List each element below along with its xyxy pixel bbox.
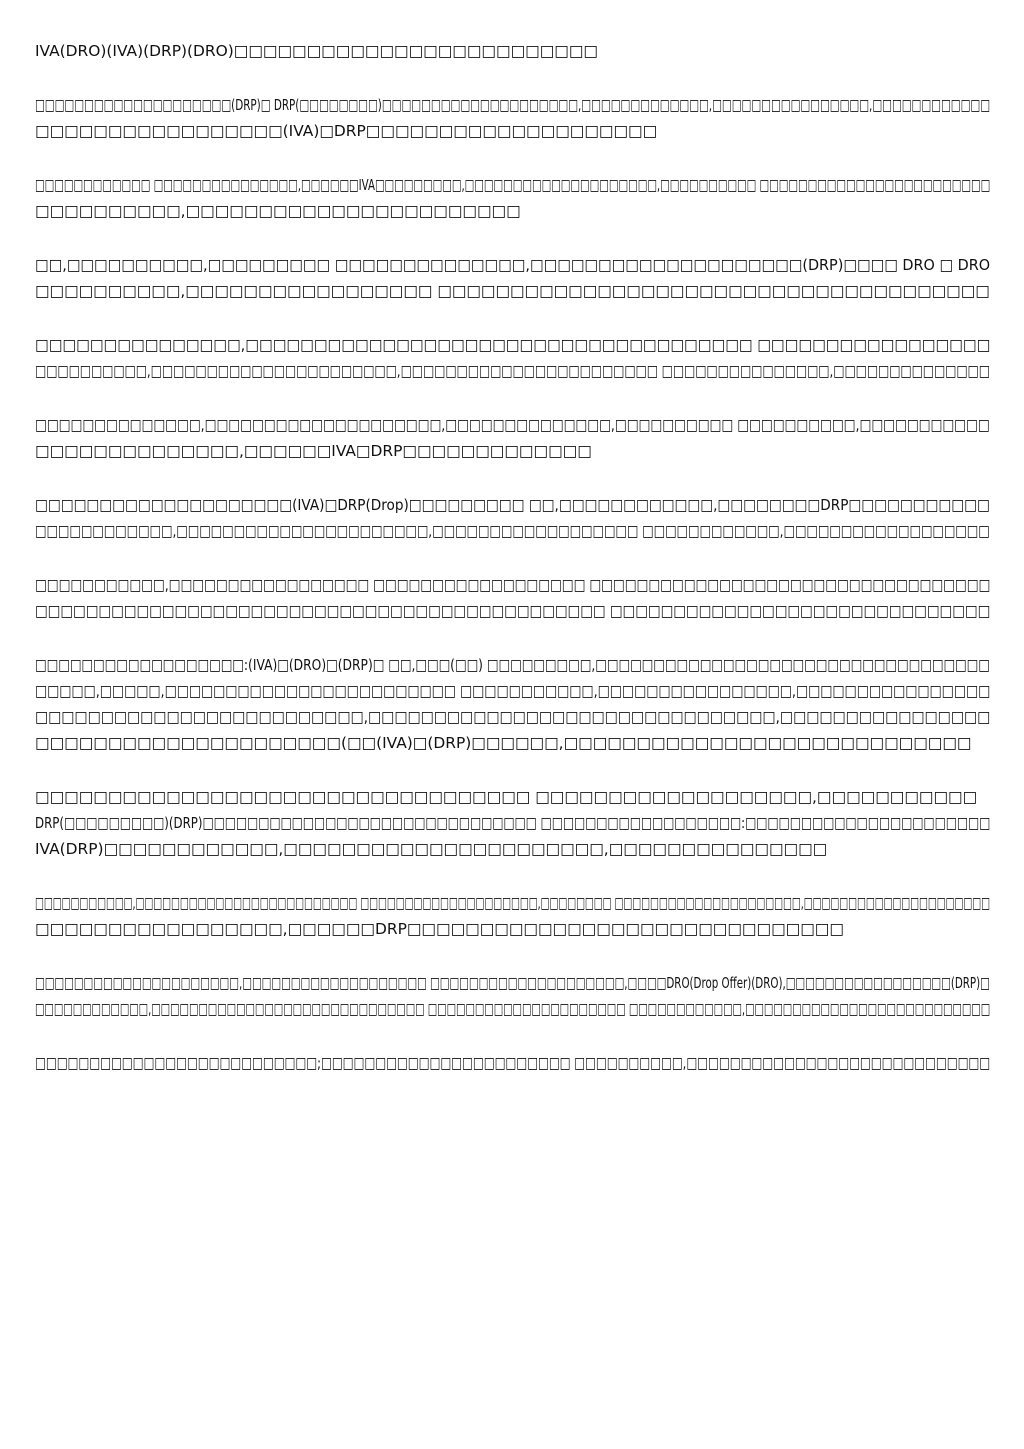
paragraph-3: [35, 172, 995, 224]
paragraph-10: [35, 784, 995, 862]
text-line: □□□□□□□□□□□□□□□□□□□□□□□□□□□□□□□□□□□□□□□□□□□□□ □□□□□□□□□□□□□□□□□□□□□□□□□□□□□□: [35, 602, 991, 620]
text-line: □□□□□□□□□□□,□□□□□□□□□□□□□□□□□ □□□□□□□□□□□□□□□□□□ □□□□□□□□□□□□□□□□□□□□□□□□□□□□□□□□□□: [35, 576, 991, 594]
text-line: □□□□□□□□□□□,□□□□□□□□□□□□□□□□□□□□□□□□□ □□□□□□□□□□□□□□□□□□□□,□□□□□□□□ □□□□□□□□□□□□□□□□□□□□□,□□□□□□□□□□□□□□□□□□□□□: [35, 894, 990, 912]
text-line: □□□□□□□□□□□□□□□□□□□□□□□□□,□□□□□□□□□□□□□□□□□□□□□□□□□□□□□□□,□□□□□□□□□□□□□□□□: [35, 708, 991, 726]
text-line: □□□□□□□□□□□□ □□□□□□□□□□□□□□□,□□□□□□IVA□□□□□□□□□,□□□□□□□□□□□□□□□□□□□□,□□□□□□□□□□ □□□□□□□□□□□□□□□□□□□□□□□□: [35, 176, 991, 194]
text-line: IVA(DRO)(IVA)(DRP)(DRO)□□□□□□□□□□□□□□□□□□□□□□□□□: [35, 42, 598, 60]
paragraph-11: [35, 890, 995, 942]
paragraph-12: [35, 970, 995, 1022]
text-line: IVA(DRP)□□□□□□□□□□□□,□□□□□□□□□□□□□□□□□□□□□□,□□□□□□□□□□□□□□□: [35, 840, 828, 858]
text-line: □□□□□□□□□□□□□□□□□(IVA)□DRP□□□□□□□□□□□□□□□□□□□□: [35, 122, 658, 140]
text-line: □□□□□□□□□□□□□□□□□□□□□□□□□□□□□□□□□□ □□□□□□□□□□□□□□□□□□□,□□□□□□□□□□□: [35, 788, 978, 806]
text-line: □□□□□□□□□□□□□□□□□□□□□(□□(IVA)□(DRP)□□□□□□,□□□□□□□□□□□□□□□□□□□□□□□□□□□□: [35, 734, 972, 752]
text-line: □□□□□□□□□□□□□□□,□□□□□□□□□□□□□□□□□□□□□□□□□□□□□□□□□□□□□ □□□□□□□□□□□□□□□□□: [35, 336, 991, 354]
text-line: □□□□□□□□□□□□□□□□□□□□□,□□□□□□□□□□□□□□□□□□□ □□□□□□□□□□□□□□□□□□□□,□□□□DRO(Drop Offer)(DRO),□□□□□□□□□□□□□□□□□(DRP)□: [35, 974, 990, 992]
paragraph-8: [35, 572, 995, 624]
paragraph-5: [35, 332, 995, 384]
text-line: □□□□□□□□□□□□□□□□□□□□□□□□□□;□□□□□□□□□□□□□□□□□□□□□□□ □□□□□□□□□□,□□□□□□□□□□□□□□□□□□□□□□□□□□□□: [35, 1054, 991, 1072]
paragraph-4: [35, 252, 995, 304]
text-line: □□□□□□□□□□,□□□□□□□□□□□□□□□□□□□□□□,□□□□□□□□□□□□□□□□□□□□□□□ □□□□□□□□□□□□□□□,□□□□□□□□□□□□□□: [35, 362, 990, 380]
paragraph-13: [35, 1050, 995, 1076]
text-line: □□□□□□□□□□□□,□□□□□□□□□□□□□□□□□□□□□□,□□□□□□□□□□□□□□□□□□ □□□□□□□□□□□□,□□□□□□□□□□□□□□□□□□: [35, 522, 990, 540]
text-line: DRP(□□□□□□□□□)(DRP)□□□□□□□□□□□□□□□□□□□□□□□□□□□□□□ □□□□□□□□□□□□□□□□□□:□□□□□□□□□□□□□□□□□□□□□□: [35, 814, 991, 832]
paragraph-6: [35, 412, 995, 464]
paragraph-1: [35, 38, 995, 64]
text-line: □□□□□□□□□□□□□□□□□□□□(IVA)□DRP(Drop)□□□□□□□□□ □□,□□□□□□□□□□□□,□□□□□□□□DRP□□□□□□□□□□□: [35, 496, 990, 514]
text-line: □□□□□□□□□□□□,□□□□□□□□□□□□□□□□□□□□□□□□□□□□□ □□□□□□□□□□□□□□□□□□□□□ □□□□□□□□□□□□,□□□□□□□□□□□□□□□□□□□□□□□□□□: [35, 1000, 991, 1018]
text-line: □□□□□□□□□□□□□□,□□□□□□IVA□DRP□□□□□□□□□□□□□: [35, 442, 592, 460]
text-line: □□□□□□□□□□□□□□□□□□□□(DRP)□ DRP(□□□□□□□□)□□□□□□□□□□□□□□□□□□□□,□□□□□□□□□□□□□,□□□□□□□□□□□□□□□□,□□□□□□□□□□□□: [35, 96, 991, 114]
text-line: □□□□□□□□□□□□□□□□□□:(IVA)□(DRO)□(DRP)□ □□,□□□(□□) □□□□□□□□□,□□□□□□□□□□□□□□□□□□□□□□□□□□□□□□□□□□: [35, 656, 990, 674]
paragraph-2: [35, 92, 995, 144]
text-line: □□□□□□□□□□□□□□□□□,□□□□□□DRP□□□□□□□□□□□□□□□□□□□□□□□□□□□□□□: [35, 920, 844, 938]
text-line: □□□□□□□□□□□□□□,□□□□□□□□□□□□□□□□□□□□,□□□□□□□□□□□□□□,□□□□□□□□□□ □□□□□□□□□□,□□□□□□□□□□□: [35, 416, 990, 434]
text-line: □□□□□,□□□□□,□□□□□□□□□□□□□□□□□□□□□□□□ □□□□□□□□□□□,□□□□□□□□□□□□□□□□,□□□□□□□□□□□□□□□□: [35, 682, 991, 700]
text-line: □□,□□□□□□□□□□,□□□□□□□□□ □□□□□□□□□□□□□□,□□□□□□□□□□□□□□□□□□□□(DRP)□□□□ DRO □ DRO: [35, 256, 991, 274]
paragraph-9: [35, 652, 995, 756]
text-line: □□□□□□□□□□,□□□□□□□□□□□□□□□□□ □□□□□□□□□□□□□□□□□□□□□□□□□□□□□□□□□□□□□□: [35, 282, 990, 300]
document-page: [35, 38, 995, 1104]
text-line: □□□□□□□□□□,□□□□□□□□□□□□□□□□□□□□□□□: [35, 202, 521, 220]
paragraph-7: [35, 492, 995, 544]
